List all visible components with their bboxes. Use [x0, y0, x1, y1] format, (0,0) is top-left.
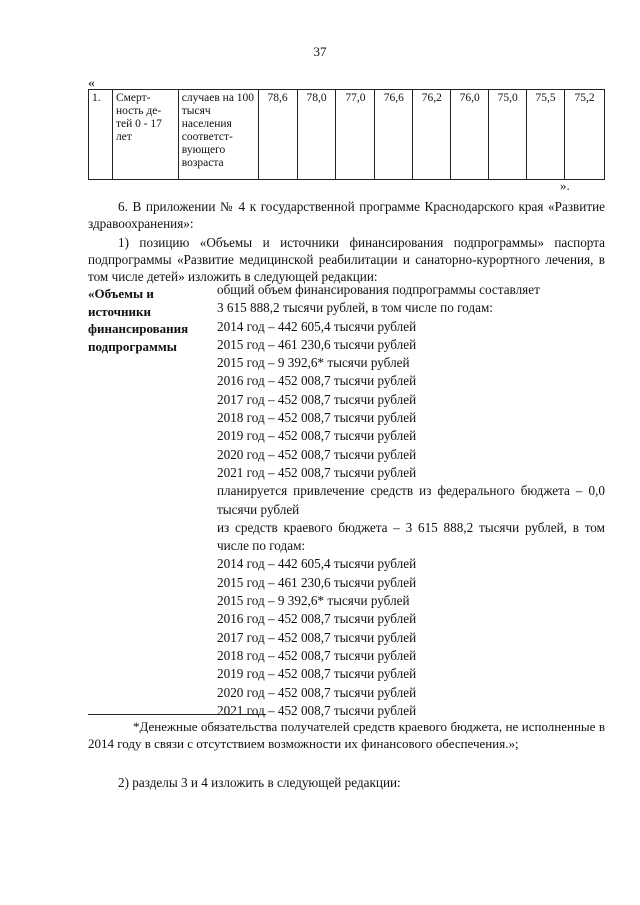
passport-label: «Объемы и источники финансирования подпрограммы	[88, 286, 189, 354]
year-line: 2016 год – 452 008,7 тысячи рублей	[217, 373, 417, 389]
year-line: 2015 год – 461 230,6 тысячи рублей	[217, 336, 417, 352]
value-cell: 76,2	[413, 90, 451, 180]
year-line: 2016 год – 452 008,7 тысячи рублей	[217, 611, 417, 627]
year-line: 2014 год – 442 605,4 тысячи рублей	[217, 556, 417, 572]
year-line: 2017 год – 452 008,7 тысячи рублей	[217, 391, 417, 407]
value-cell: 78,6	[258, 90, 297, 180]
indicator-table	[88, 89, 605, 180]
financing-text	[217, 281, 605, 720]
footnote-divider	[88, 714, 266, 715]
value-cell: 75,0	[489, 90, 527, 180]
footnote-text: *Денежные обязательства получателей средств краевого бюджета, не исполненные в 2014 году в связи с отсутствием возможности их финансового обеспечения.»;	[88, 719, 605, 751]
page-number: 37	[313, 44, 327, 59]
year-line: 2019 год – 452 008,7 тысячи рублей	[217, 428, 417, 444]
regional-budget-line: из средств краевого бюджета – 3 615 888,2 тысячи рублей, в том числе по годам:	[217, 519, 605, 554]
value-cell: 78,0	[297, 90, 336, 180]
year-line: 2015 год – 461 230,6 тысячи рублей	[217, 574, 417, 590]
year-line: 2017 год – 452 008,7 тысячи рублей	[217, 629, 417, 645]
unit-cell: случаев на 100 тысяч населения соответст-вующего возраста	[178, 90, 258, 180]
year-line: 2018 год – 452 008,7 тысячи рублей	[217, 647, 417, 663]
value-cell: 75,2	[565, 90, 605, 180]
year-line: 2020 год – 452 008,7 тысячи рублей	[217, 684, 417, 700]
paragraph-6: 6. В приложении № 4 к государственной программе Краснодарского края «Развитие здравоохранения»:	[88, 199, 605, 231]
quote-close: ».	[560, 178, 570, 193]
value-cell: 77,0	[336, 90, 375, 180]
year-line: 2021 год – 452 008,7 тысячи рублей	[217, 464, 417, 480]
indicator-name-cell: Смерт-ность де-тей 0 - 17 лет	[112, 90, 178, 180]
year-line: 2014 год – 442 605,4 тысячи рублей	[217, 318, 417, 334]
year-line: 2015 год – 9 392,6* тысячи рублей	[217, 355, 410, 371]
federal-budget-line: планируется привлечение средств из федерального бюджета – 0,0 тысячи рублей	[217, 483, 605, 517]
year-line: 2020 год – 452 008,7 тысячи рублей	[217, 446, 417, 462]
paragraph-item-2: 2) разделы 3 и 4 изложить в следующей редакции:	[118, 775, 401, 790]
year-line: 2018 год – 452 008,7 тысячи рублей	[217, 410, 417, 426]
footnote	[88, 718, 605, 752]
year-line: 2021 год – 452 008,7 тысячи рублей	[217, 702, 417, 718]
year-line: 2019 год – 452 008,7 тысячи рублей	[217, 666, 417, 682]
value-cell: 76,0	[451, 90, 489, 180]
financing-intro: общий объем финансирования подпрограммы составляет	[217, 282, 540, 297]
year-line: 2015 год – 9 392,6* тысячи рублей	[217, 593, 410, 609]
value-cell: 76,6	[375, 90, 413, 180]
value-cell: 75,5	[527, 90, 565, 180]
table-row	[89, 90, 605, 180]
row-number-cell: 1.	[89, 90, 113, 180]
financing-total: 3 615 888,2 тысячи рублей, в том числе по годам:	[217, 300, 493, 316]
paragraph-item-1: 1) позицию «Объемы и источники финансирования подпрограммы» паспорта подпрограммы «Развитие медицинской реабилитации и санаторно-курортного лечения, в том числе детей» изложить в следующей редакции:	[88, 235, 605, 284]
quote-open: «	[88, 76, 95, 91]
